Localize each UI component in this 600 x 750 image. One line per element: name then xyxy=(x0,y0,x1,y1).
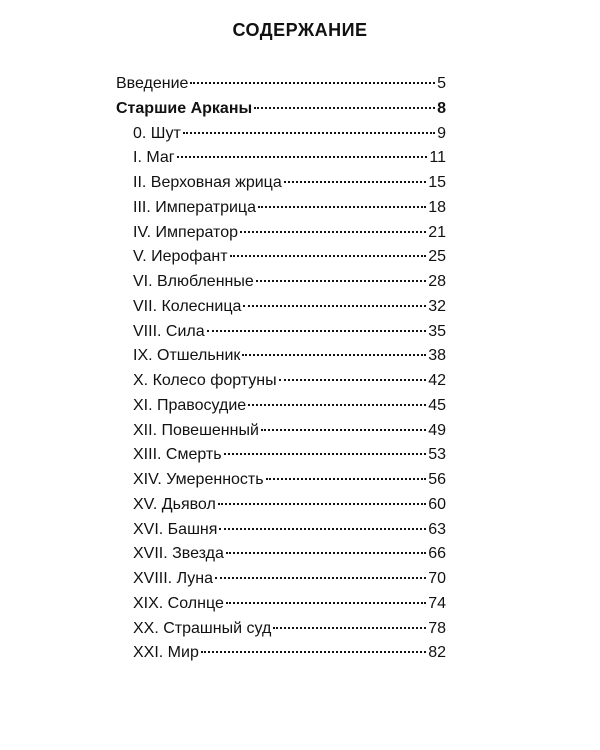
toc-entry-page-number: 82 xyxy=(428,644,446,662)
toc-dot-leader xyxy=(279,379,427,381)
toc-entry-page-number: 9 xyxy=(437,124,446,142)
toc-dot-leader xyxy=(284,181,426,183)
toc-dot-leader xyxy=(266,478,427,480)
toc-entry-page-number: 60 xyxy=(428,495,446,513)
toc-dot-leader xyxy=(219,528,426,530)
toc-entry-label: VI. Влюбленные xyxy=(133,273,254,290)
toc-entry-label: XV. Дьявол xyxy=(133,495,216,513)
toc-entry-label: Введение xyxy=(116,75,189,92)
toc-entry-label: I. Маг xyxy=(133,149,175,167)
toc-entry-label: III. Императрица xyxy=(133,198,256,216)
toc-entry-label: II. Верховная жрица xyxy=(133,174,282,191)
toc-entry xyxy=(116,295,446,320)
toc-entry-page-number: 21 xyxy=(428,223,446,241)
toc-entry-page-number: 28 xyxy=(428,273,446,290)
toc-entry-page-number: 45 xyxy=(428,396,446,414)
toc-dot-leader xyxy=(242,354,426,356)
toc-entry-page-number: 32 xyxy=(428,297,446,315)
toc-entry xyxy=(116,419,446,444)
toc-dot-leader xyxy=(258,206,426,208)
toc-entry-page-number: 18 xyxy=(428,198,446,216)
toc-dot-leader xyxy=(224,453,427,455)
toc-entry xyxy=(116,567,446,592)
toc-entry-label: XIII. Смерть xyxy=(133,446,222,464)
toc-entry xyxy=(116,592,446,617)
toc-entry-page-number: 15 xyxy=(428,174,446,191)
toc-entry-label: VIII. Сила xyxy=(133,322,205,340)
toc-dot-leader xyxy=(261,429,426,431)
table-of-contents xyxy=(116,72,446,666)
toc-dot-leader xyxy=(226,602,426,604)
toc-entry-label: XXI. Мир xyxy=(133,644,199,662)
toc-dot-leader xyxy=(273,627,426,629)
toc-dot-leader xyxy=(201,651,426,653)
toc-entry-page-number: 53 xyxy=(428,446,446,464)
toc-entry xyxy=(116,468,446,493)
toc-entry-page-number: 11 xyxy=(429,149,446,167)
toc-dot-leader xyxy=(190,82,435,84)
toc-entry-label: XIV. Умеренность xyxy=(133,471,264,488)
toc-entry xyxy=(116,369,446,394)
toc-entry-label: XI. Правосудие xyxy=(133,396,247,414)
toc-entry-page-number: 35 xyxy=(428,322,446,340)
toc-entry xyxy=(116,196,446,221)
toc-entry xyxy=(116,518,446,543)
toc-dot-leader xyxy=(248,404,426,406)
toc-entry-page-number: 63 xyxy=(428,520,446,538)
toc-entry-page-number: 70 xyxy=(428,570,446,587)
toc-entry xyxy=(116,493,446,518)
toc-entry xyxy=(116,320,446,345)
toc-entry-page-number: 78 xyxy=(428,619,446,637)
toc-dot-leader xyxy=(243,305,426,307)
toc-dot-leader xyxy=(183,132,435,134)
toc-entry-page-number: 56 xyxy=(428,471,446,488)
toc-dot-leader xyxy=(256,280,426,282)
toc-entry-label: XVI. Башня xyxy=(133,520,218,538)
toc-entry xyxy=(116,122,446,147)
toc-dot-leader xyxy=(215,577,426,579)
toc-entry-label: V. Иерофант xyxy=(133,248,228,266)
toc-entry xyxy=(116,270,446,295)
toc-entry-label: XIX. Солнце xyxy=(133,594,224,612)
toc-entry-label: X. Колесо фортуны xyxy=(133,372,277,389)
toc-entry-label: XX. Страшный суд xyxy=(133,619,272,637)
toc-entry xyxy=(116,617,446,642)
toc-entry-page-number: 42 xyxy=(428,372,446,389)
toc-dot-leader xyxy=(207,330,427,332)
toc-entry-label: Старшие Арканы xyxy=(116,99,253,117)
toc-dot-leader xyxy=(230,255,427,257)
toc-dot-leader xyxy=(226,552,426,554)
toc-entry-label: IX. Отшельник xyxy=(133,347,241,365)
toc-entry xyxy=(116,97,446,122)
toc-entry xyxy=(116,72,446,97)
toc-entry-page-number: 25 xyxy=(428,248,446,266)
toc-dot-leader xyxy=(177,156,428,158)
toc-dot-leader xyxy=(254,107,435,109)
toc-entry-page-number: 74 xyxy=(428,594,446,612)
toc-entry-label: IV. Император xyxy=(133,223,238,241)
toc-entry-page-number: 49 xyxy=(428,421,446,439)
toc-entry xyxy=(116,146,446,171)
toc-entry xyxy=(116,221,446,246)
toc-entry-page-number: 5 xyxy=(437,75,446,92)
toc-entry-page-number: 66 xyxy=(428,545,446,563)
toc-dot-leader xyxy=(240,231,426,233)
toc-entry xyxy=(116,245,446,270)
toc-entry-label: XVIII. Луна xyxy=(133,570,213,587)
toc-entry xyxy=(116,443,446,468)
toc-entry-label: XII. Повешенный xyxy=(133,421,259,439)
toc-entry-label: 0. Шут xyxy=(133,124,181,142)
page-title: СОДЕРЖАНИЕ xyxy=(232,20,368,40)
toc-entry-label: XVII. Звезда xyxy=(133,545,224,563)
toc-entry xyxy=(116,344,446,369)
toc-entry xyxy=(116,542,446,567)
toc-entry xyxy=(116,394,446,419)
toc-entry-page-number: 38 xyxy=(428,347,446,365)
toc-entry-page-number: 8 xyxy=(437,99,446,117)
toc-entry-label: VII. Колесница xyxy=(133,297,242,315)
toc-entry xyxy=(116,641,446,666)
toc-dot-leader xyxy=(218,503,426,505)
toc-entry xyxy=(116,171,446,196)
